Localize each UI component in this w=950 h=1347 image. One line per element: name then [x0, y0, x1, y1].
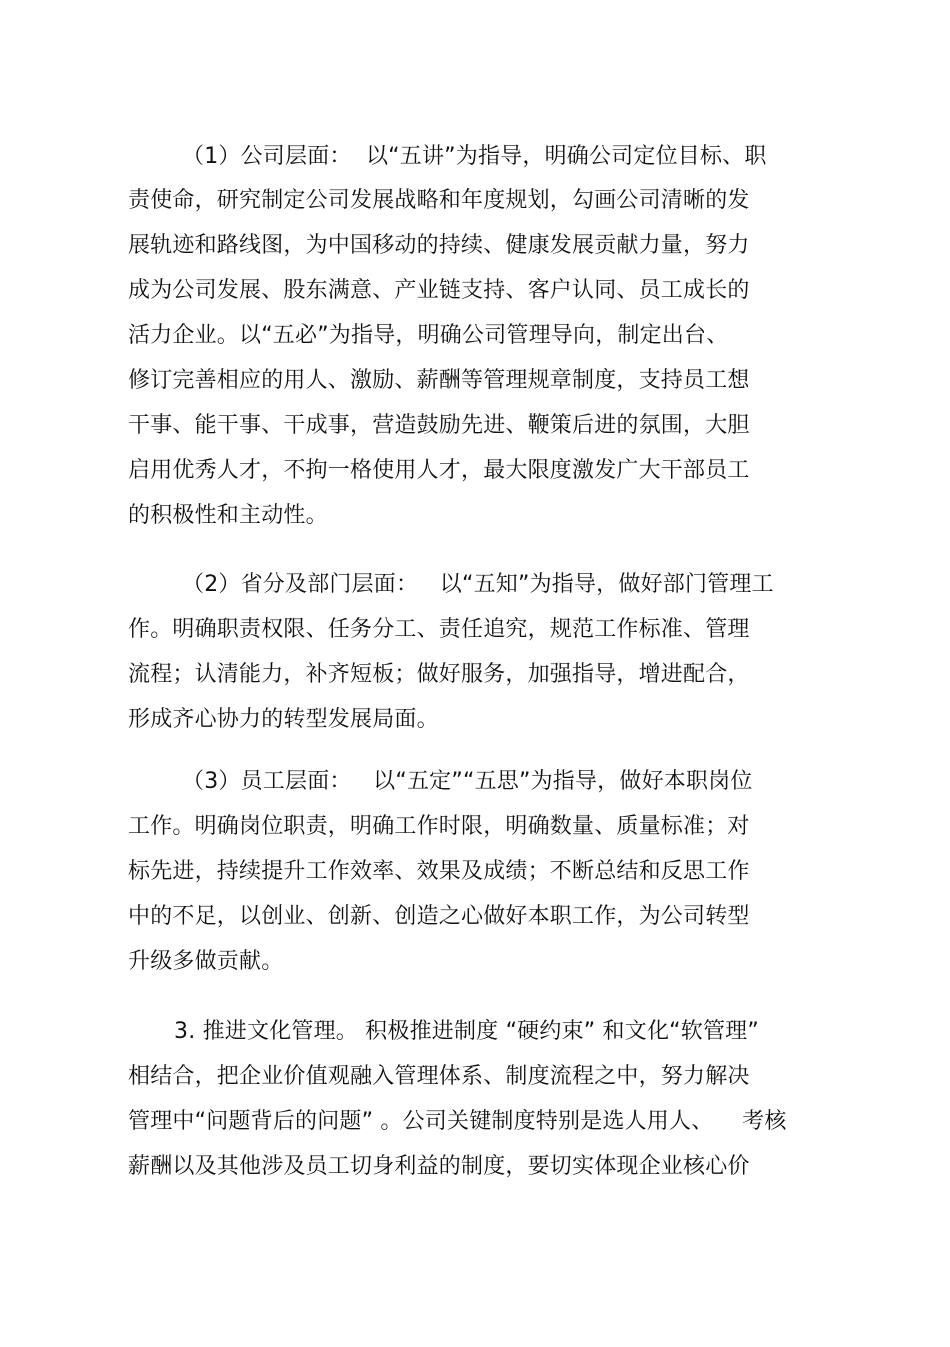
paragraph-1-line-1: （1）公司层面： 以“五讲”为指导，明确公司定位目标、职 [182, 144, 767, 169]
paragraph-2-line-4: 形成齐心协力的转型发展局面。 [128, 707, 439, 732]
paragraph-3-line-1: （3）员工层面： 以“五定”“五思”为指导，做好本职岗位 [182, 769, 753, 794]
paragraph-1-line-9: 的积极性和主动性。 [128, 503, 328, 528]
paragraph-1-line-6: 修订完善相应的用人、激励、薪酬等管理规章制度，支持员工想 [128, 368, 750, 393]
paragraph-2-line-2: 作。明确职责权限、任务分工、责任追究，规范工作标准、管理 [128, 617, 750, 642]
paragraph-1-line-3: 展轨迹和路线图，为中国移动的持续、健康发展贡献力量，努力 [128, 233, 750, 258]
paragraph-1-line-5: 活力企业。以“五必”为指导，明确公司管理导向，制定出台、 [128, 323, 729, 348]
paragraph-4-line-2: 相结合，把企业价值观融入管理体系、制度流程之中，努力解决 [128, 1064, 750, 1089]
paragraph-4-line-1: 3. 推进文化管理。 积极推进制度 “硬约束” 和文化“软管理” [174, 1019, 759, 1044]
paragraph-1-line-4: 成为公司发展、股东满意、产业链支持、客户认同、员工成长的 [128, 278, 750, 303]
paragraph-1-line-8: 启用优秀人才，不拘一格使用人才，最大限度激发广大干部员工 [128, 458, 750, 483]
paragraph-3-line-2: 工作。明确岗位职责，明确工作时限，明确数量、质量标准；对 [128, 814, 750, 839]
paragraph-3-line-5: 升级多做贡献。 [128, 949, 284, 974]
paragraph-2-line-1: （2）省分及部门层面： 以“五知”为指导，做好部门管理工 [182, 572, 774, 597]
paragraph-4-line-3: 管理中“问题背后的问题” 。公司关键制度特别是选人用人、 考核 [128, 1109, 787, 1134]
paragraph-1-line-2: 责使命，研究制定公司发展战略和年度规划，勾画公司清晰的发 [128, 188, 750, 213]
paragraph-3-line-4: 中的不足，以创业、创新、创造之心做好本职工作，为公司转型 [128, 904, 750, 929]
paragraph-2-line-3: 流程；认清能力，补齐短板；做好服务，加强指导，增进配合， [128, 662, 750, 687]
paragraph-4-line-4: 薪酬以及其他涉及员工切身利益的制度，要切实体现企业核心价 [128, 1154, 750, 1179]
paragraph-3-line-3: 标先进，持续提升工作效率、效果及成绩；不断总结和反思工作 [128, 859, 750, 884]
paragraph-1-line-7: 干事、能干事、干成事，营造鼓励先进、鞭策后进的氛围，大胆 [128, 413, 750, 438]
